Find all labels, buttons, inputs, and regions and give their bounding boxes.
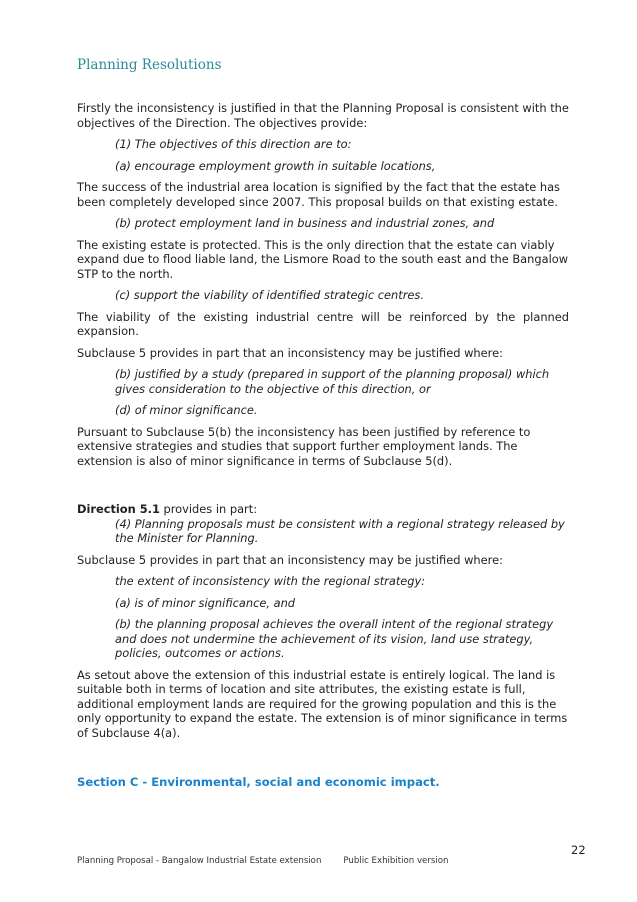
subclause-intro-2: Subclause 5 provides in part that an inconsistency may be justified where: [77,552,503,567]
objectives-intro-quote: (1) The objectives of this direction are to: [115,137,352,151]
extent-a-quote: (a) is of minor significance, and [115,595,296,610]
running-header: Planning Resolutions [77,57,222,73]
direction-quote: (4) Planning proposals must be consistent with a regional strategy released by the Minister for Planning. [115,516,565,545]
intro-paragraph: Firstly the inconsistency is justified in that the Planning Proposal is consistent with the objectives of the Direction. The objectives provide: [77,101,569,130]
objective-c-quote: (c) support the viability of identified strategic centres. [115,288,424,302]
spacer [77,475,569,502]
objective-a-discussion: The success of the industrial area location is signified by the fact that the estate has been completely developed since 2007. This proposal builds on that existing estate. [77,180,560,209]
subclause-d-quote: (d) of minor significance. [115,403,258,417]
objective-b-discussion: The existing estate is protected. This is the only direction that the estate can viably expand due to flood liable land, the Lismore Road to the south east and the Bangalow STP to the north. [77,237,569,281]
pursuant-paragraph: Pursuant to Subclause 5(b) the inconsistency has been justified by reference to extensive strategies and studies that support further employment lands. The extension is also of minor significance in terms of Subclause 5(d). [77,424,531,468]
subclause-b-quote: (b) justified by a study (prepared in support of the planning proposal) which gives consideration to the objective of this direction, or [115,367,550,396]
objective-a-quote: (a) encourage employment growth in suitable locations, [115,158,436,173]
objective-b-quote: (b) protect employment land in business and industrial zones, and [115,216,495,230]
direction-text: provides in part: [159,502,258,516]
section-heading: Section C - Environmental, social and economic impact. [77,775,440,789]
footer-version: Public Exhibition version [343,856,449,866]
footer-document-title: Planning Proposal - Bangalow Industrial Estate extension [77,856,322,866]
direction-paragraph [77,502,569,517]
page-footer [77,856,448,866]
page-number: 22 [571,843,586,857]
extent-quote: the extent of inconsistency with the regional strategy: [115,574,426,588]
page-content [77,101,569,790]
spacer [77,747,569,775]
subclause-intro-1: Subclause 5 provides in part that an inconsistency may be justified where: [77,345,503,360]
direction-label: Direction 5.1 [77,502,160,516]
objective-c-discussion: The viability of the existing industrial centre will be reinforced by the planned expansion. [77,309,569,338]
conclusion-paragraph: As setout above the extension of this industrial estate is entirely logical. The land is suitable both in terms of location and site attributes, the existing estate is full, additional employment lands are required for the growing population and this is the only opportunity to expand the estate. The extension is of minor significance in terms of Subclause 4(a). [77,667,568,740]
extent-b-quote: (b) the planning proposal achieves the overall intent of the regional strategy and does not undermine the achievement of its vision, land use strategy, policies, outcomes or actions. [115,617,554,660]
